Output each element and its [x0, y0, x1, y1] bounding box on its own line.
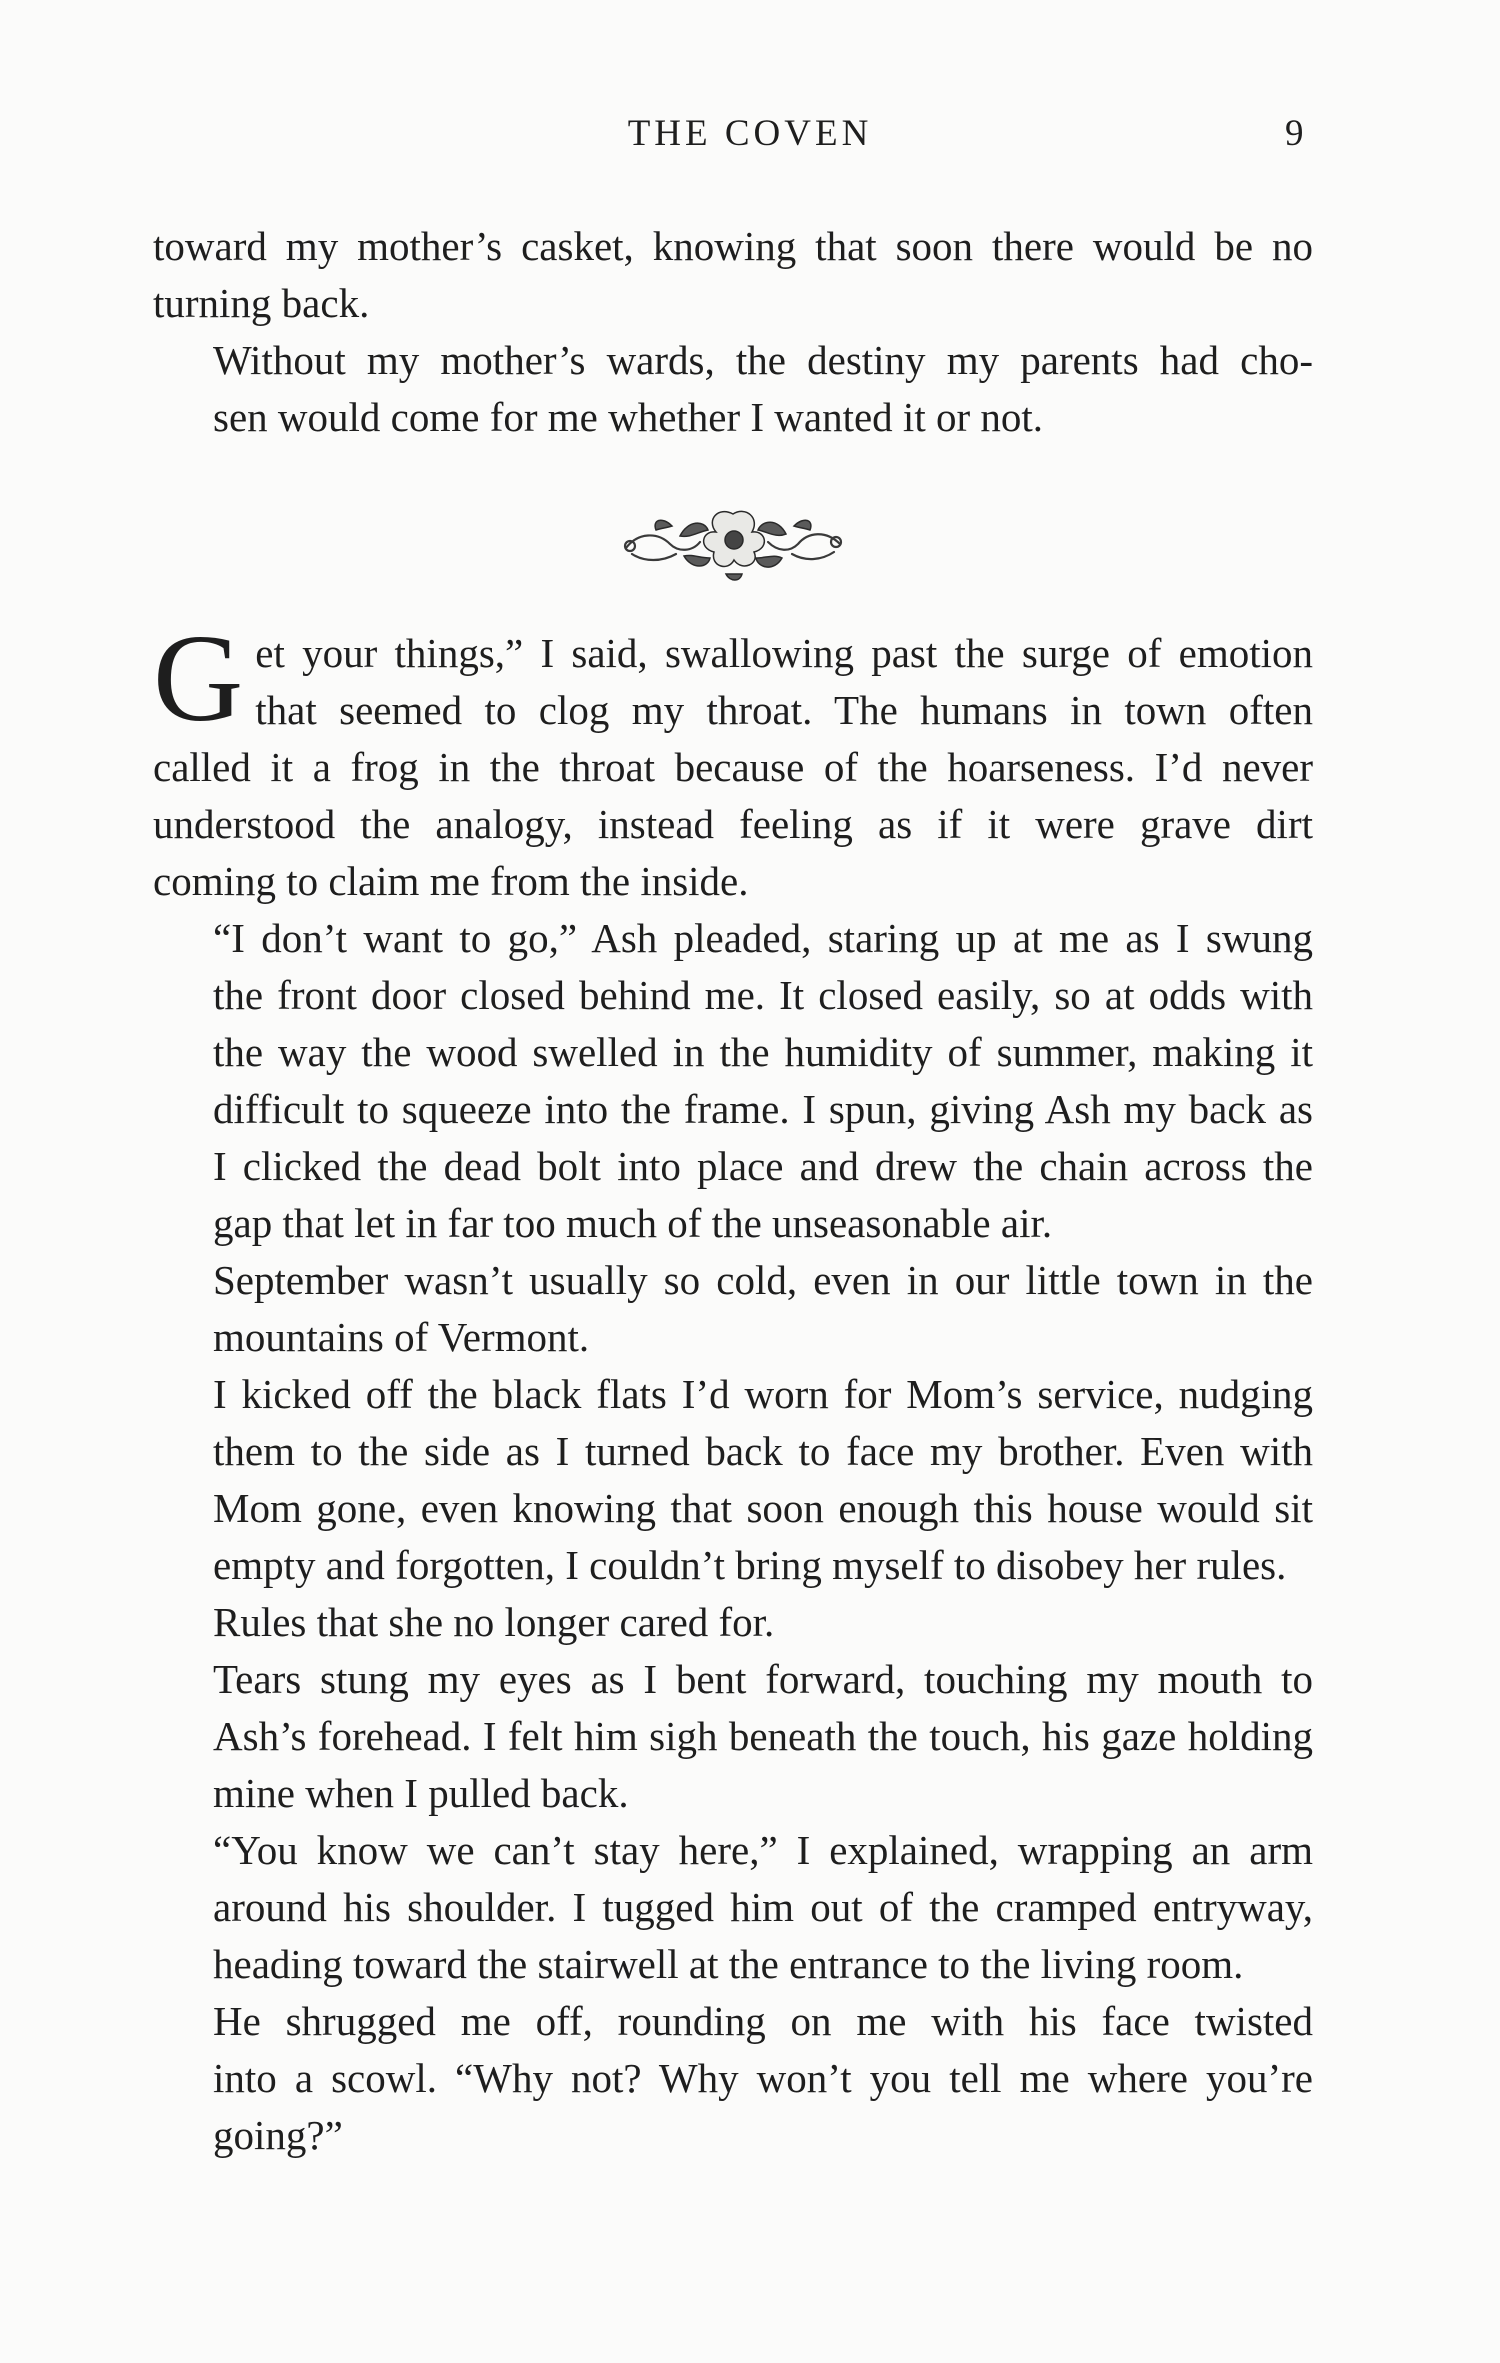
text-line: heading toward the stairwell at the entrance to the living room.	[213, 1941, 1244, 1987]
text-line: I clicked the dead bolt into place and drew the chain across the	[213, 1143, 1313, 1189]
running-title: THE COVEN	[627, 113, 873, 154]
text-line: gap that let in far too much of the unseasonable air.	[213, 1200, 1053, 1246]
paragraph	[153, 1366, 1313, 1594]
text-line: going?”	[213, 2112, 343, 2158]
text-block-top	[153, 218, 1313, 446]
text-line: “You know we can’t stay here,” I explained, wrapping an arm	[213, 1827, 1313, 1873]
text-line: empty and forgotten, I couldn’t bring myself to disobey her rules.	[213, 1542, 1287, 1588]
paragraph	[153, 332, 1313, 446]
text-line: them to the side as I turned back to face my brother. Even with	[213, 1428, 1313, 1474]
text-line: Without my mother’s wards, the destiny my parents had cho-	[213, 337, 1313, 383]
text-line: the way the wood swelled in the humidity of summer, making it	[213, 1029, 1313, 1075]
text-line: called it a frog in the throat because of the hoarseness. I’d never	[153, 744, 1313, 790]
text-line: “I don’t want to go,” Ash pleaded, staring up at me as I swung	[213, 915, 1313, 961]
text-line: Rules that she no longer cared for.	[213, 1599, 775, 1645]
text-line: toward my mother’s casket, knowing that soon there would be no	[153, 223, 1313, 269]
running-header	[0, 112, 1500, 162]
text-line: understood the analogy, instead feeling as if it were grave dirt	[153, 801, 1313, 847]
drop-cap: G	[153, 625, 244, 748]
text-line: turning back.	[153, 280, 370, 326]
text-line: Mom gone, even knowing that soon enough this house would sit	[213, 1485, 1313, 1531]
text-line: coming to claim me from the inside.	[153, 858, 749, 904]
text-line: around his shoulder. I tugged him out of the cramped entryway,	[213, 1884, 1313, 1930]
text-line: He shrugged me off, rounding on me with his face twisted	[213, 1998, 1313, 2044]
paragraph-opening	[153, 625, 1313, 910]
text-line: sen would come for me whether I wanted it or not.	[213, 394, 1044, 440]
page-number: 9	[1285, 113, 1304, 154]
paragraph	[153, 1822, 1313, 1993]
text-line: the front door closed behind me. It closed easily, so at odds with	[213, 972, 1313, 1018]
paragraph	[153, 1651, 1313, 1822]
text-line: Ash’s forehead. I felt him sigh beneath the touch, his gaze holding	[213, 1713, 1313, 1759]
text-line: difficult to squeeze into the frame. I spun, giving Ash my back as	[213, 1086, 1313, 1132]
text-line: mountains of Vermont.	[213, 1314, 590, 1360]
text-block-main	[153, 625, 1313, 2164]
paragraph	[153, 910, 1313, 1252]
paragraph	[153, 1252, 1313, 1366]
text-line: that seemed to clog my throat. The humans in town often	[255, 687, 1313, 733]
paragraph	[153, 218, 1313, 332]
paragraph	[153, 1993, 1313, 2164]
text-line: I kicked off the black flats I’d worn for Mom’s service, nudging	[213, 1371, 1313, 1417]
text-line: September wasn’t usually so cold, even in our little town in the	[213, 1257, 1313, 1303]
paragraph	[153, 1594, 1313, 1651]
text-line: mine when I pulled back.	[213, 1770, 629, 1816]
floral-ornament-icon	[618, 496, 848, 588]
text-line: et your things,” I said, swallowing past the surge of emotion	[255, 630, 1313, 676]
text-line: Tears stung my eyes as I bent forward, touching my mouth to	[213, 1656, 1313, 1702]
text-line: into a scowl. “Why not? Why won’t you tell me where you’re	[213, 2055, 1313, 2101]
